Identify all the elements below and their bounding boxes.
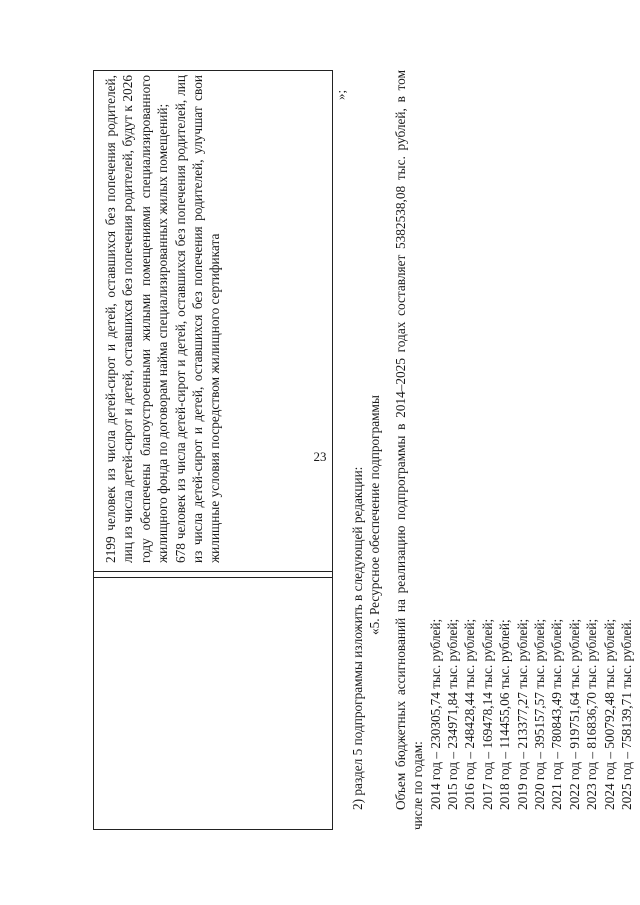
- table-paragraph-2: 678 человек из числа детей-сирот и детей, оставшихся без попечения родителей, лиц из числа детей-сирот и детей, оставшихся без попечения родителей, улучшат свои жилищные условия посредством жилищного сертификата: [172, 75, 223, 563]
- list-item: 2017 год – 169478,14 тыс. рублей;: [479, 618, 495, 810]
- closing-quote: »;: [333, 89, 348, 100]
- table-paragraph-1: 2199 человек из числа детей-сирот и детей, оставшихся без попечения родителей, лиц из числа детей-сирот и детей, оставшихся без попечения родителей, будут к 2026 году обеспечены благоустроенными жилыми помещениями специализированного жилищного фонда по договорам найма специализированных жилых помещений;: [103, 75, 171, 563]
- list-item: 2016 год – 248428,44 тыс. рублей;: [462, 618, 478, 810]
- volume-paragraph: Объем бюджетных ассигнований на реализацию подпрограммы в 2014–2025 годах составляет 5382538,08 тыс. рублей, в том числе по годам:: [392, 70, 426, 830]
- main-text: [349, 70, 636, 830]
- list-item: 2024 год – 500792,48 тыс. рублей;: [601, 618, 617, 810]
- table-divider-column: [94, 571, 332, 577]
- document-body: [75, 70, 635, 830]
- year-list: [427, 70, 636, 830]
- table-left-cell: [94, 577, 332, 829]
- section-heading: «5. Ресурсное обеспечение подпрограммы: [367, 395, 383, 635]
- results-table: [93, 70, 333, 830]
- item-intro: 2) раздел 5 подпрограммы изложить в следующей редакции:: [350, 466, 365, 810]
- list-item: 2018 год – 114455,06 тыс. рублей;: [497, 619, 513, 810]
- list-item: 2023 год – 816836,70 тыс. рублей;: [584, 618, 600, 810]
- list-item: 2015 год – 234971,84 тыс. рублей;: [445, 618, 461, 810]
- rotated-page-content: [75, 70, 635, 830]
- list-item: 2019 год – 213377,27 тыс. рублей;: [514, 618, 530, 810]
- list-item: 2014 год – 230305,74 тыс. рублей;: [427, 618, 443, 810]
- page-number: 23: [313, 449, 327, 464]
- list-item: 2021 год – 780843,49 тыс. рублей;: [549, 618, 565, 810]
- list-item: 2022 год – 919751,64 тыс. рублей;: [566, 618, 582, 810]
- list-item: 2020 год – 395157,57 тыс. рублей;: [532, 618, 548, 810]
- list-item: 2025 год – 758139,71 тыс. рублей.: [619, 619, 635, 810]
- table-right-cell: [102, 75, 224, 563]
